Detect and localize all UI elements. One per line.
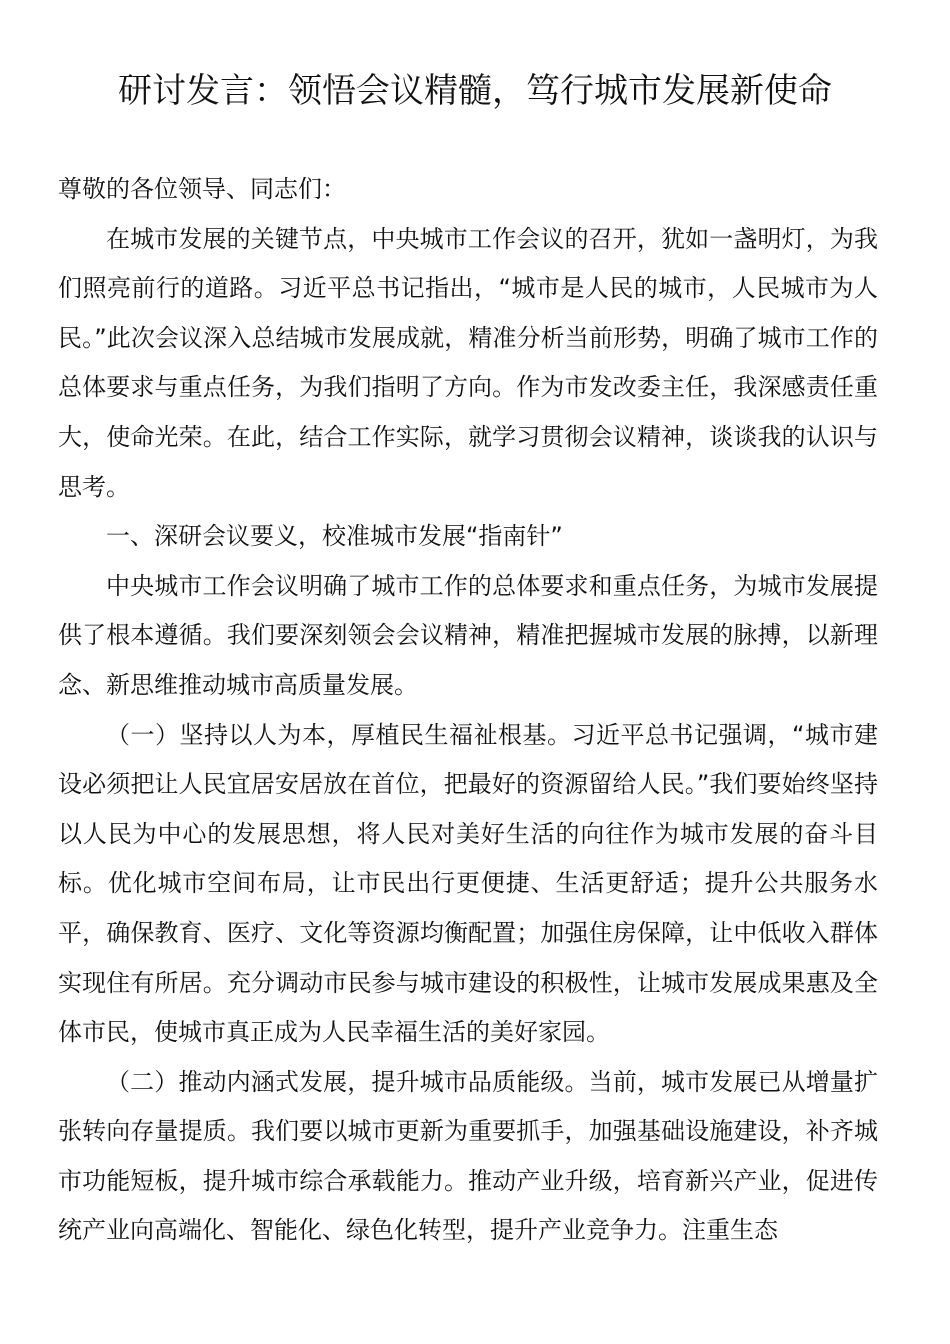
paragraph-intro: 在城市发展的关键节点，中央城市工作会议的召开，犹如一盏明灯，为我们照亮前行的道路。习近平总书记指出，“城市是人民的城市，人民城市为人民。”此次会议深入总结城市发展成就，精准分析当前形势，明确了城市工作的总体要求与重点任务，为我们指明了方向。作为市发改委主任，我深感责任重大，使命光荣。在此，结合工作实际，就学习贯彻会议精神，谈谈我的认识与思考。 [58, 224, 878, 501]
salutation: 尊敬的各位领导、同志们： [58, 175, 346, 203]
document-title: 研讨发言：领悟会议精髓，笃行城市发展新使命 [118, 71, 832, 111]
section-heading-1: 一、深研会议要义，校准城市发展“指南针” [106, 522, 563, 551]
document-body [58, 165, 878, 1256]
paragraph-subsection-2: （二）推动内涵式发展，提升城市品质能级。当前，城市发展已从增量扩张转向存量提质。我们要以城市更新为重要抓手，加强基础设施建设，补齐城市功能短板，提升城市综合承载能力。推动产业升级，培育新兴产业，促进传统产业向高端化、智能化、绿色化转型，提升产业竞争力。注重生态 [58, 1067, 878, 1245]
paragraph-subsection-1: （一）坚持以人为本，厚植民生福祉根基。习近平总书记强调，“城市建设必须把让人民宜居安居放在首位，把最好的资源留给人民。”我们要始终坚持以人民为中心的发展思想，将人民对美好生活的向往作为城市发展的奋斗目标。优化城市空间布局，让市民出行更便捷、生活更舒适；提升公共服务水平，确保教育、医疗、文化等资源均衡配置；加强住房保障，让中低收入群体实现住有所居。充分调动市民参与城市建设的积极性，让城市发展成果惠及全体市民，使城市真正成为人民幸福生活的美好家园。 [58, 720, 878, 1047]
paragraph-section-1-intro: 中央城市工作会议明确了城市工作的总体要求和重点任务，为城市发展提供了根本遵循。我们要深刻领会会议精神，精准把握城市发展的脉搏，以新理念、新思维推动城市高质量发展。 [58, 571, 878, 699]
